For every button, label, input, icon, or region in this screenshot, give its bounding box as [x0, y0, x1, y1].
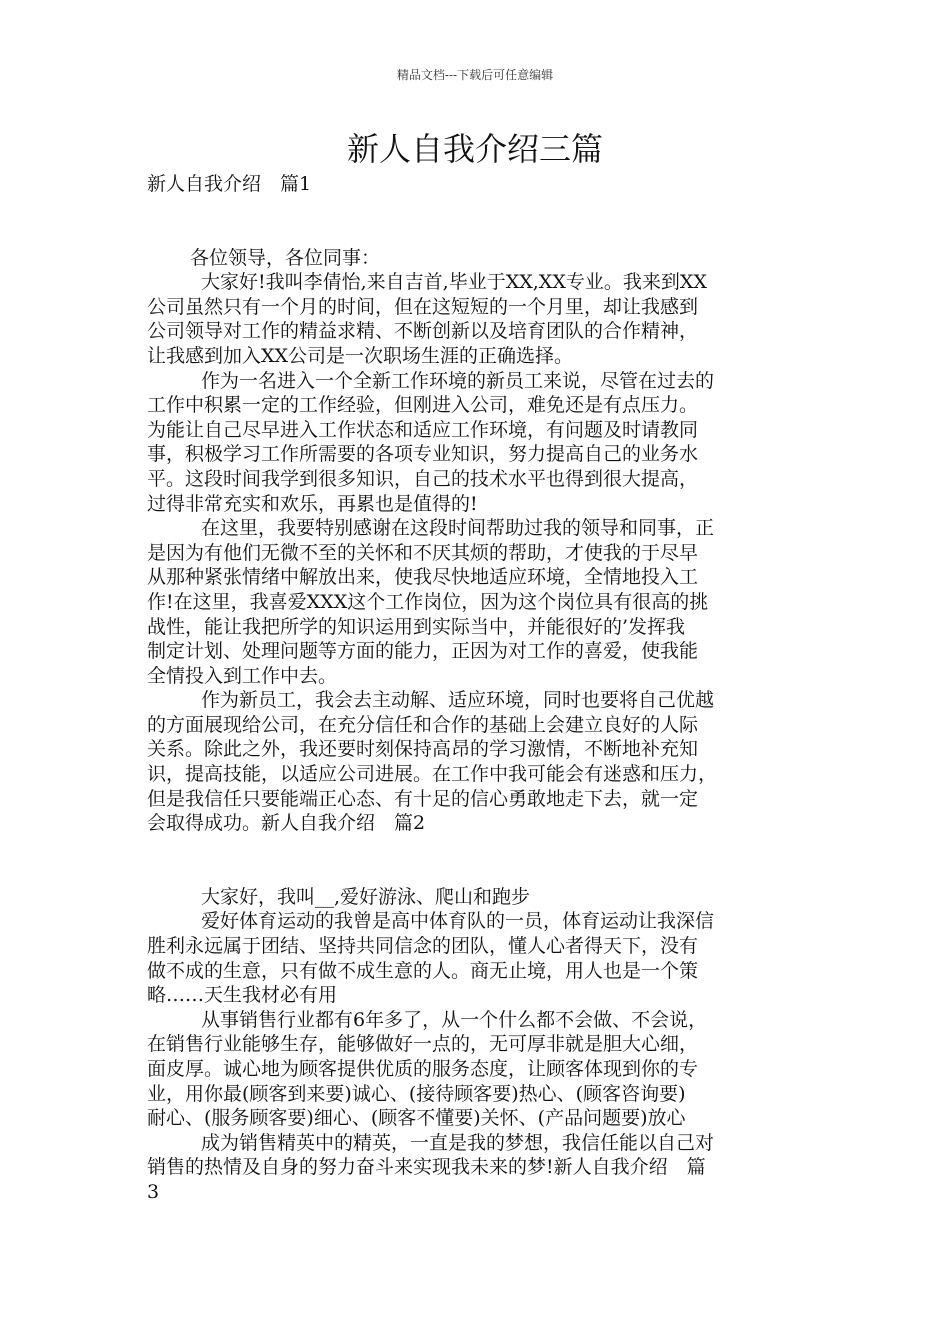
paragraph-6: 爱好体育运动的我曾是高中体育队的一员，体育运动让我深信 胜利永远属于团结、坚持共同信念的团队，懂人心者得天下，没有 做不成的生意，只有做不成生意的人。商无止境，用人也是一个策 略……天生我材必有用: [147, 910, 715, 1007]
greeting: 各位领导，各位同事：: [190, 246, 381, 269]
section-heading-1: 新人自我介绍 篇1: [147, 173, 312, 195]
paragraph-3: 在这里，我要特别感谢在这段时间帮助过我的领导和同事，正 是因为有他们无微不至的关怀和不厌其烦的帮助，才使我的于尽早 从那种紧张情绪中解放出来，使我尽快地适应环境，全情地投入工 作!在这里，我喜爱XXX这个工作岗位，因为这个岗位具有很高的挑 战性，能让我把所学的知识运用到实际当中，并能很好的’发挥我 制定计划、处理问题等方面的能力，正因为对工作的喜爱，使我能 全情投入到工作中去。: [147, 517, 715, 687]
document-body: [147, 172, 817, 1205]
paragraph-8: 成为销售精英中的精英，一直是我的梦想，我信任能以自己对 销售的热情及自身的努力奋斗来实现我未来的梦!新人自我介绍 篇 3: [147, 1131, 715, 1203]
page-header: 精品文档---下载后可任意编辑: [396, 68, 554, 82]
paragraph-4: 作为新员工，我会去主动解、适应环境，同时也要将自己优越 的方面展现给公司，在充分信任和合作的基础上会建立良好的人际 关系。除此之外，我还要时刻保持高昂的学习激情，不断地补充知 识，提高技能，以适应公司进展。在工作中我可能会有迷惑和压力， 但是我信任只要能端正心态、有十足的信心勇敢地走下去，就一定 会取得成功。新人自我介绍 篇2: [147, 689, 718, 835]
document-title: 新人自我介绍三篇: [346, 130, 603, 168]
paragraph-7: 从事销售行业都有6年多了，从一个什么都不会做、不会说， 在销售行业能够生存，能够做好一点的，无可厚非就是胆大心细， 面皮厚。诚心地为顾客提供优质的服务态度，让顾客体现到你的专 业，用你最(顾客到来要)诚心、(接待顾客要)热心、(顾客咨询要) 耐心、(服务顾客要)细心、(顾客不懂要)关怀、(产品问题要)放心: [147, 1008, 708, 1130]
paragraph-5: 大家好，我叫__,爱好游泳、爬山和跑步: [201, 885, 531, 908]
paragraph-1: 大家好!我叫李倩怡,来自吉首,毕业于XX,XX专业。我来到XX 公司虽然只有一个月的时间，但在这短短的一个月里，却让我感到 公司领导对工作的精益求精、不断创新以及培育团队的合作精神， 让我感到加入XX公司是一次职场生涯的正确选择。: [147, 271, 707, 367]
paragraph-2: 作为一名进入一个全新工作环境的新员工来说，尽管在过去的 工作中积累一定的工作经验，但刚进入公司，难免还是有点压力。 为能让自己尽早进入工作状态和适应工作环境，有问题及时请教同 事，积极学习工作所需要的各项专业知识，努力提高自己的业务水 平。这段时间我学到很多知识，自己的技术水平也得到很大提高， 过得非常充实和欢乐，再累也是值得的!: [147, 369, 715, 515]
